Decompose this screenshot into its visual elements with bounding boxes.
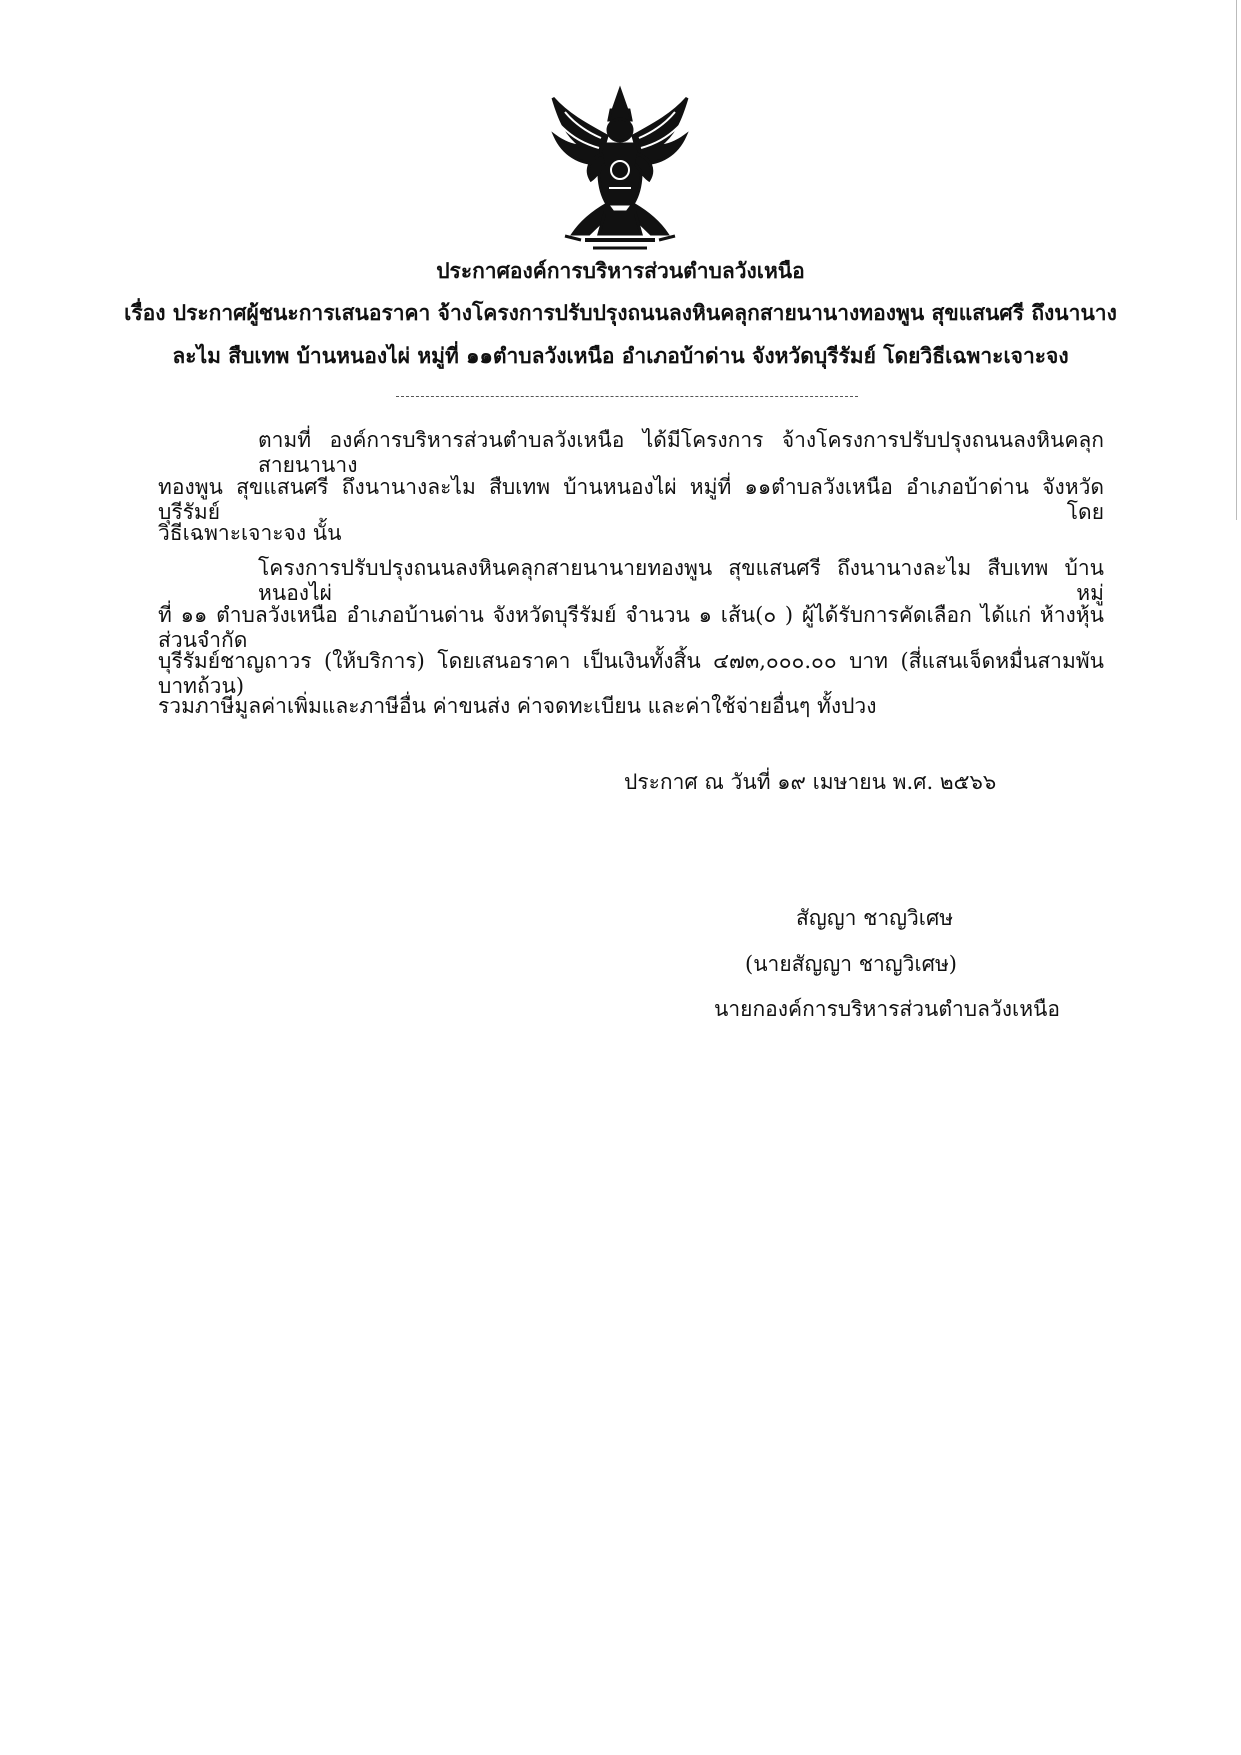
subject-line-1: เรื่อง ประกาศผู้ชนะการเสนอราคา จ้างโครงการปรับปรุงถนนลงหินคลุกสายนานางทองพูน สุขแสนศรี ถึงนานาง bbox=[124, 300, 1117, 325]
paragraph-2-line-4: รวมภาษีมูลค่าเพิ่มและภาษีอื่น ค่าขนส่ง ค่าจดทะเบียน และค่าใช้จ่ายอื่นๆ ทั้งปวง bbox=[158, 694, 877, 718]
signed-name: สัญญา ชาญวิเศษ bbox=[796, 906, 954, 930]
paragraph-2-line-1: โครงการปรับปรุงถนนลงหินคลุกสายนานายทองพูน สุขแสนศรี ถึงนานางละไม สืบเทพ บ้านหนองไผ่ หมู่ bbox=[258, 556, 1104, 606]
paragraph-1-line-2: ทองพูน สุขแสนศรี ถึงนานางละไม สืบเทพ บ้านหนองไผ่ หมู่ที่ ๑๑ตำบลวังเหนือ อำเภอบ้าด่าน จังหวัดบุรีรัมย์ โดย bbox=[158, 475, 1104, 525]
title-divider bbox=[396, 396, 858, 397]
announcement-date: ประกาศ ณ วันที่ ๑๙ เมษายน พ.ศ. ๒๕๖๖ bbox=[624, 770, 997, 794]
printed-name: (นายสัญญา ชาญวิเศษ) bbox=[745, 952, 957, 976]
announcement-title: ประกาศองค์การบริหารส่วนตำบลวังเหนือ bbox=[436, 258, 805, 283]
paragraph-2-line-3: บุรีรัมย์ชาญถาวร (ให้บริการ) โดยเสนอราคา เป็นเงินทั้งสิ้น ๔๗๓,๐๐๐.๐๐ บาท (สี่แสนเจ็ดหมื่นสามพันบาทถ้วน) bbox=[158, 649, 1104, 699]
paragraph-1-line-1: ตามที่ องค์การบริหารส่วนตำบลวังเหนือ ได้มีโครงการ จ้างโครงการปรับปรุงถนนลงหินคลุกสายนานาง bbox=[258, 428, 1104, 478]
garuda-emblem-icon bbox=[545, 84, 695, 260]
paragraph-1-line-3: วิธีเฉพาะเจาะจง นั้น bbox=[158, 521, 342, 545]
subject-line-2: ละไม สืบเทพ บ้านหนองไผ่ หมู่ที่ ๑๑ตำบลวังเหนือ อำเภอบ้าด่าน จังหวัดบุรีรัมย์ โดยวิธีเฉพาะเจาะจง bbox=[172, 343, 1069, 368]
signer-position: นายกองค์การบริหารส่วนตำบลวังเหนือ bbox=[714, 997, 1061, 1021]
paragraph-2-line-2: ที่ ๑๑ ตำบลวังเหนือ อำเภอบ้านด่าน จังหวัดบุรีรัมย์ จำนวน ๑ เส้น(๐ ) ผู้ได้รับการคัดเลือก ได้แก่ ห้างหุ้นส่วนจำกัด bbox=[158, 603, 1104, 653]
